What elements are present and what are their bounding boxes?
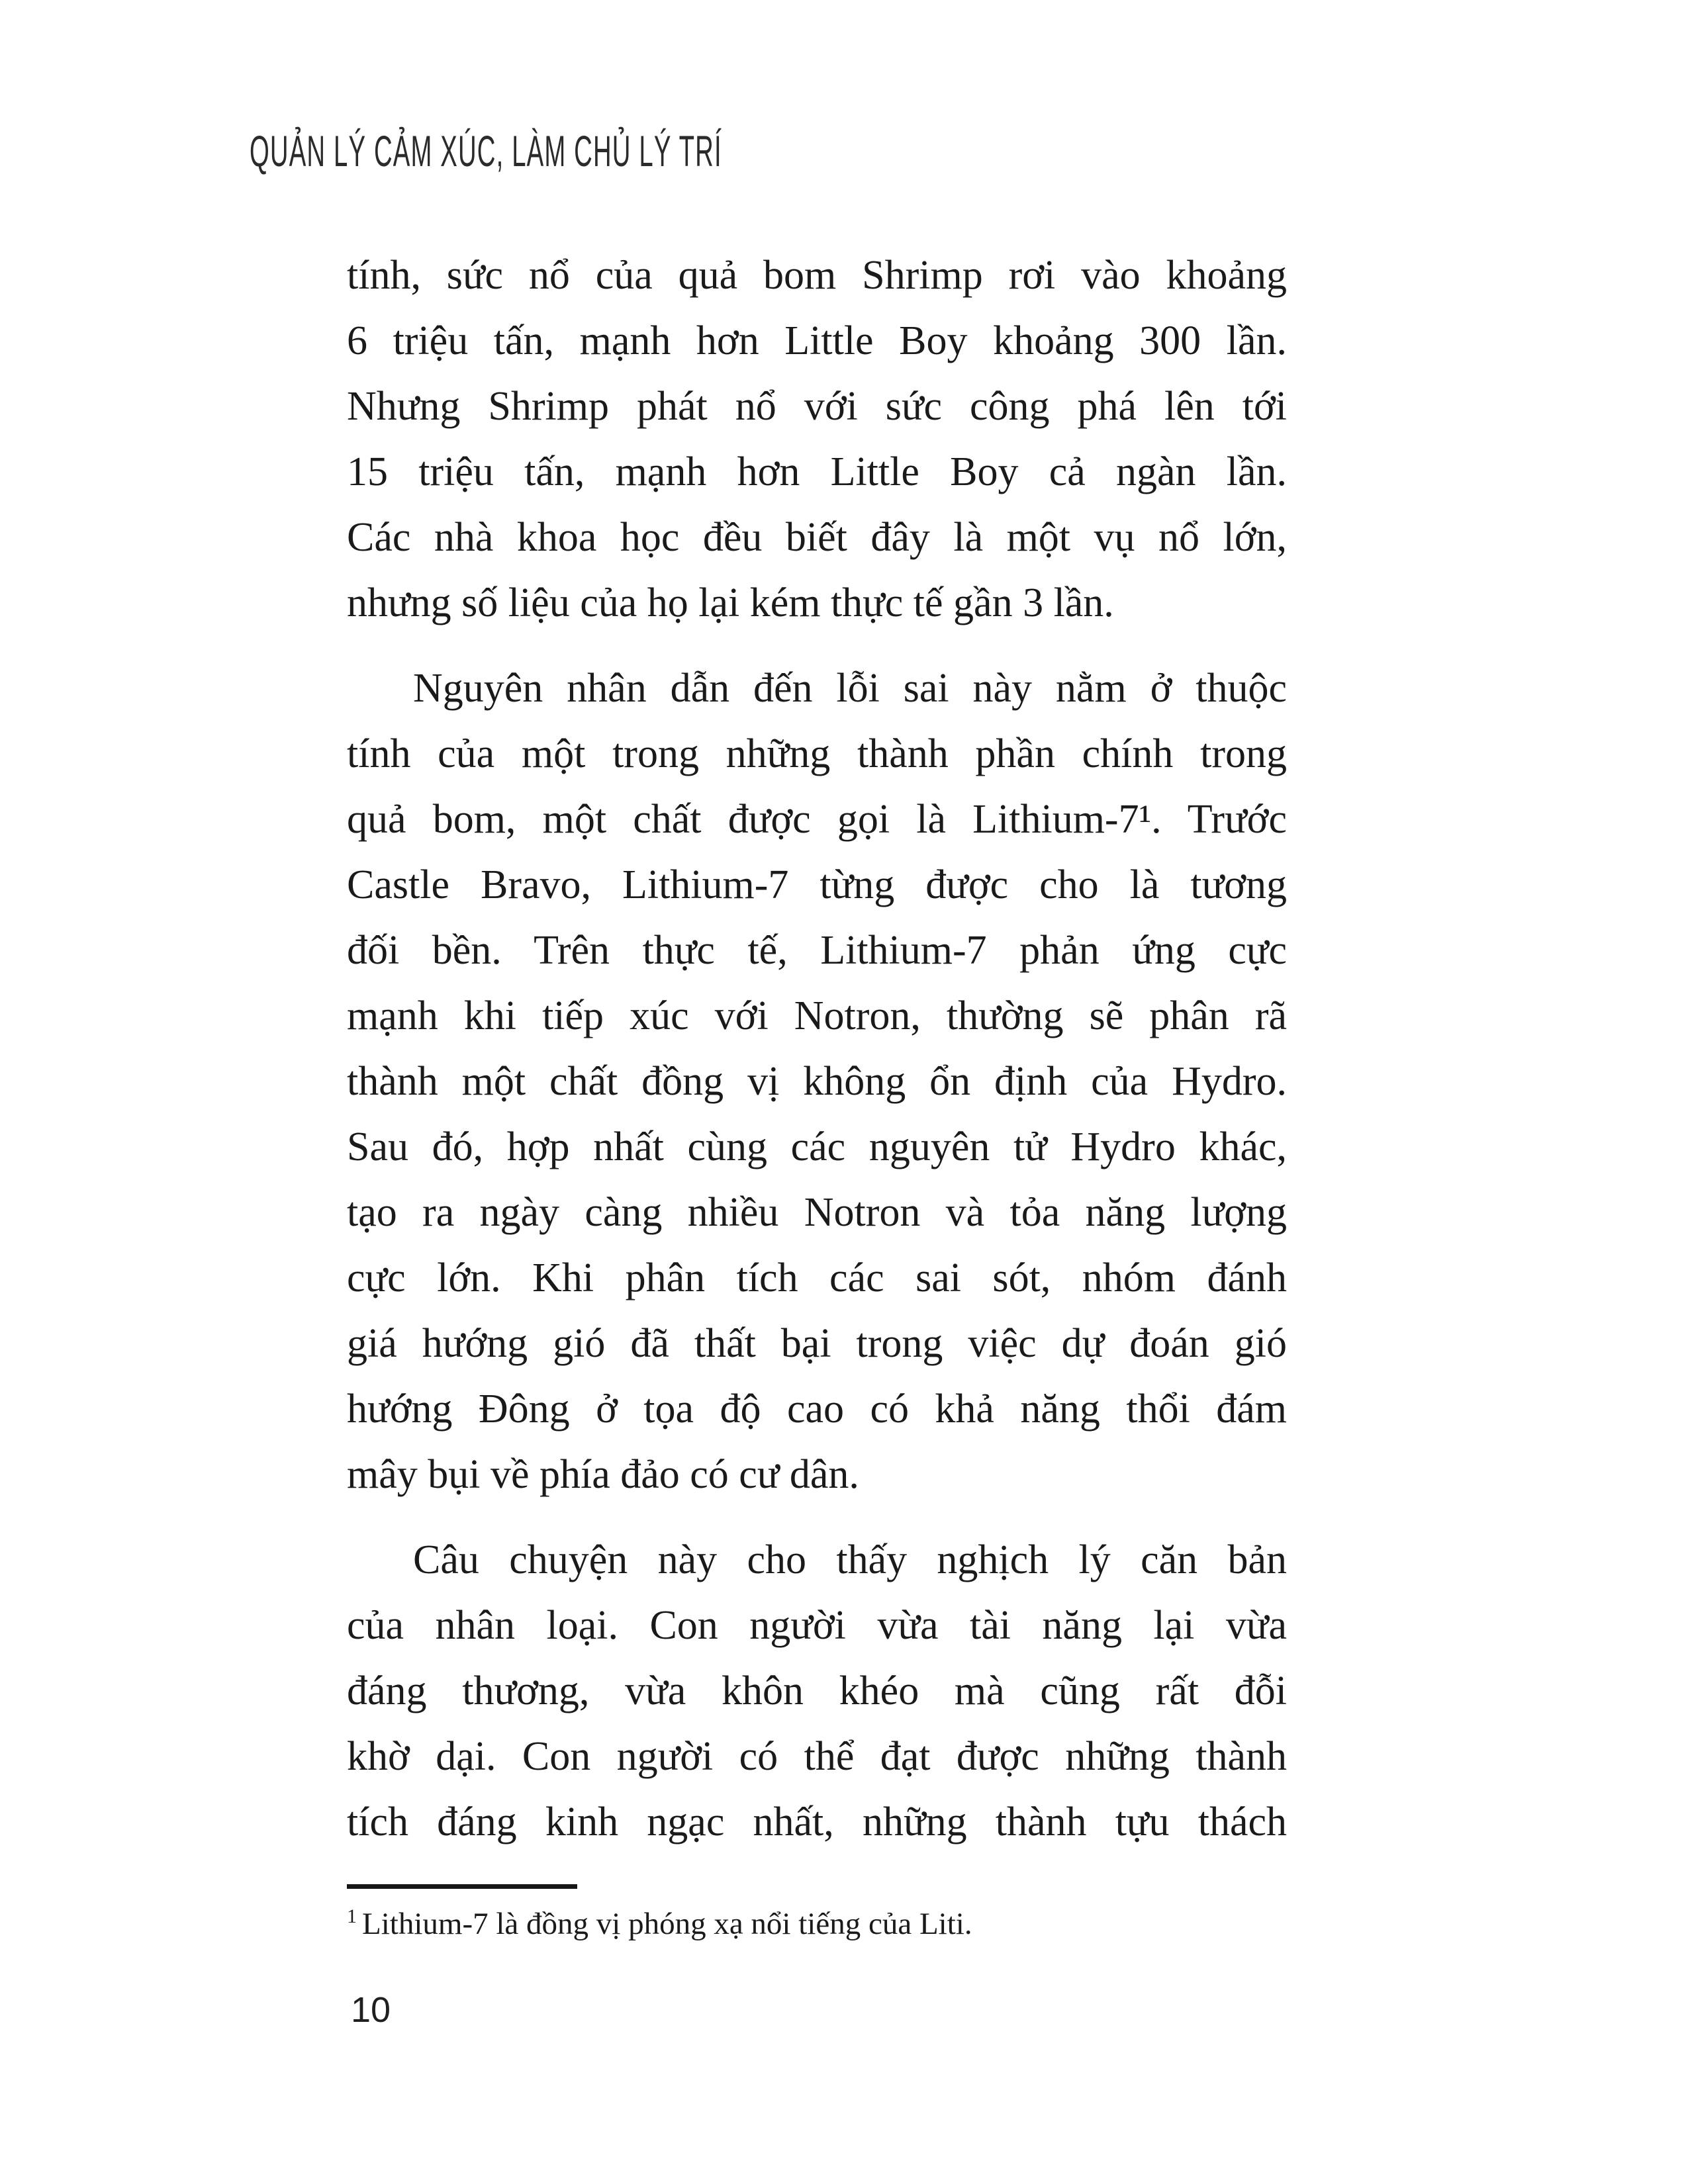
text-line: thành một chất đồng vị không ổn định của Hydro.	[347, 1059, 1287, 1104]
text-line: đối bền. Trên thực tế, Lithium-7 phản ứng cực	[347, 928, 1287, 973]
text-line: mạnh khi tiếp xúc với Notron, thường sẽ phân rã	[347, 993, 1287, 1038]
text-line: 6 triệu tấn, mạnh hơn Little Boy khoảng 300 lần.	[347, 318, 1287, 363]
running-header: QUẢN LÝ CẢM XÚC, LÀM CHỦ LÝ TRÍ	[250, 126, 722, 175]
text-line: khờ dại. Con người có thể đạt được những thành	[347, 1734, 1287, 1779]
text-line: 15 triệu tấn, mạnh hơn Little Boy cả ngàn lần.	[347, 449, 1287, 494]
footnote-marker: 1	[347, 1905, 357, 1928]
text-line: Nguyên nhân dẫn đến lỗi sai này nằm ở thuộc	[413, 666, 1287, 711]
text-line: của nhân loại. Con người vừa tài năng lại vừa	[347, 1603, 1287, 1648]
text-line: cực lớn. Khi phân tích các sai sót, nhóm đánh	[347, 1255, 1287, 1300]
text-line: giá hướng gió đã thất bại trong việc dự đoán gió	[347, 1321, 1287, 1366]
text-line: Các nhà khoa học đều biết đây là một vụ nổ lớn,	[347, 515, 1287, 560]
paragraph	[347, 243, 1287, 636]
text-line: đáng thương, vừa khôn khéo mà cũng rất đỗi	[347, 1668, 1287, 1713]
text-line: tạo ra ngày càng nhiều Notron và tỏa năng lượng	[347, 1190, 1287, 1235]
body-text	[347, 243, 1287, 1855]
text-line: quả bom, một chất được gọi là Lithium-7¹. Trước	[347, 797, 1287, 842]
page-number: 10	[351, 1990, 391, 2030]
footnote-text: Lithium-7 là đồng vị phóng xạ nổi tiếng của Liti.	[362, 1907, 972, 1941]
text-line: Sau đó, hợp nhất cùng các nguyên tử Hydro khác,	[347, 1124, 1287, 1169]
paragraph	[347, 656, 1287, 1508]
text-line: tính, sức nổ của quả bom Shrimp rơi vào khoảng	[347, 253, 1287, 298]
footnote-separator	[347, 1884, 577, 1889]
text-line: tính của một trong những thành phần chính trong	[347, 731, 1287, 776]
text-line: mây bụi về phía đảo có cư dân.	[347, 1452, 859, 1497]
text-line: nhưng số liệu của họ lại kém thực tế gần 3 lần.	[347, 580, 1114, 625]
text-line: Nhưng Shrimp phát nổ với sức công phá lên tới	[347, 384, 1287, 429]
paragraph	[347, 1527, 1287, 1855]
text-line: Câu chuyện này cho thấy nghịch lý căn bản	[413, 1537, 1287, 1582]
text-line: Castle Bravo, Lithium-7 từng được cho là tương	[347, 862, 1287, 907]
text-line: tích đáng kinh ngạc nhất, những thành tựu thách	[347, 1799, 1287, 1844]
footnote	[347, 1904, 1287, 1944]
text-line: hướng Đông ở tọa độ cao có khả năng thổi đám	[347, 1387, 1287, 1432]
